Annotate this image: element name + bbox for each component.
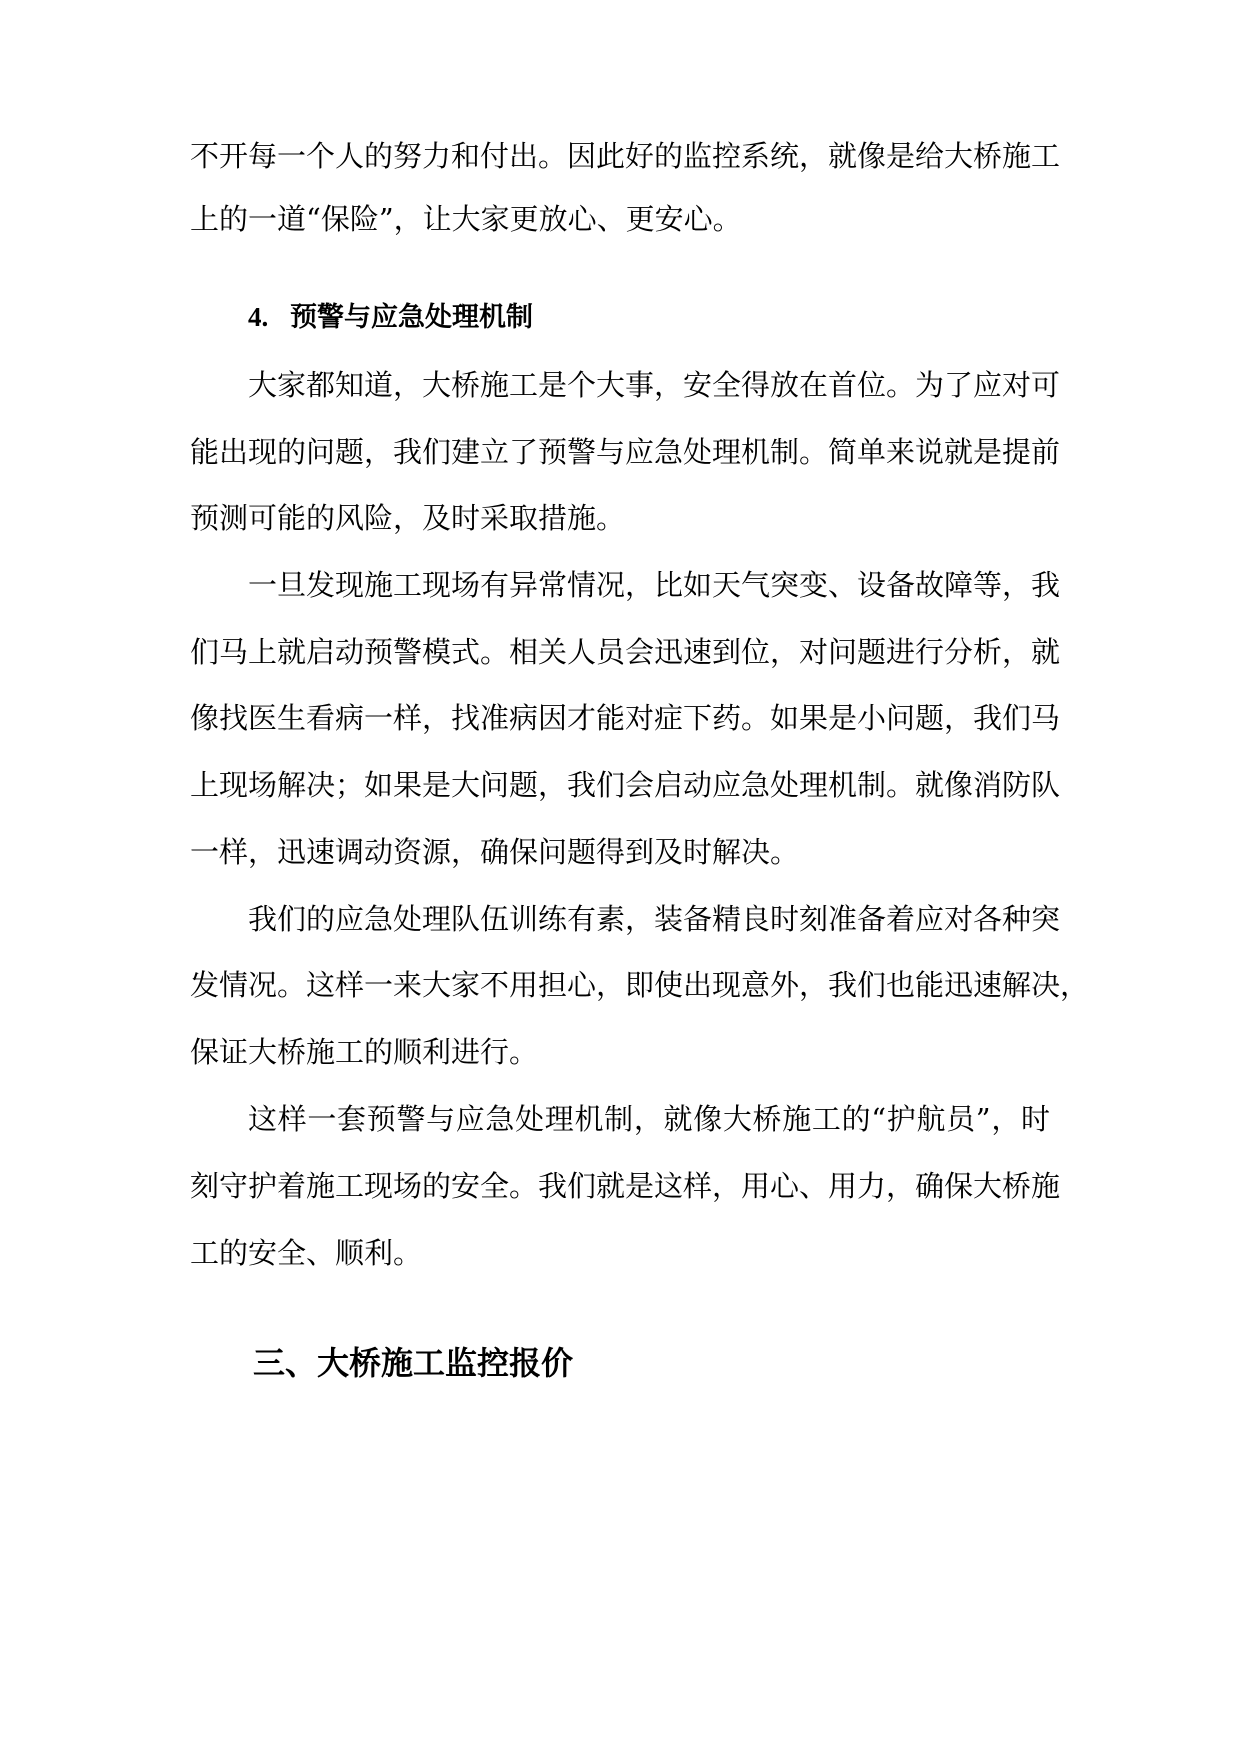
paragraph-2-line-3: 像找医生看病一样，找准病因才能对症下药。如果是小问题，我们马 xyxy=(190,701,1061,735)
section-heading xyxy=(248,300,533,335)
section-title: 预警与应急处理机制 xyxy=(290,302,533,333)
paragraph-1-line-1: 大家都知道，大桥施工是个大事，安全得放在首位。为了应对可 xyxy=(248,368,1061,402)
paragraph-3-line-1: 我们的应急处理队伍训练有素，装备精良时刻准备着应对各种突 xyxy=(248,902,1061,936)
intro-line-2: 上的一道“保险”，让大家更放心、更安心。 xyxy=(190,202,742,236)
paragraph-2-line-2: 们马上就启动预警模式。相关人员会迅速到位，对问题进行分析，就 xyxy=(190,635,1061,669)
paragraph-4-line-2: 刻守护着施工现场的安全。我们就是这样，用心、用力，确保大桥施 xyxy=(190,1169,1061,1203)
paragraph-2-line-1: 一旦发现施工现场有异常情况，比如天气突变、设备故障等，我 xyxy=(248,568,1061,602)
paragraph-1-line-2: 能出现的问题，我们建立了预警与应急处理机制。简单来说就是提前 xyxy=(190,435,1061,469)
section-number: 4. xyxy=(248,302,269,332)
paragraph-3-line-2: 发情况。这样一来大家不用担心，即使出现意外，我们也能迅速解决， xyxy=(190,968,1090,1002)
paragraph-4-line-3: 工的安全、顺利。 xyxy=(190,1236,423,1270)
intro-line-1: 不开每一个人的努力和付出。因此好的监控系统，就像是给大桥施工 xyxy=(190,139,1061,173)
paragraph-2-line-5: 一样，迅速调动资源，确保问题得到及时解决。 xyxy=(190,835,800,869)
paragraph-2-line-4: 上现场解决；如果是大问题，我们会启动应急处理机制。就像消防队 xyxy=(190,768,1061,802)
paragraph-3-line-3: 保证大桥施工的顺利进行。 xyxy=(190,1035,539,1069)
chapter-heading: 三、大桥施工监控报价 xyxy=(253,1344,574,1382)
paragraph-1-line-3: 预测可能的风险，及时采取措施。 xyxy=(190,501,626,535)
paragraph-4-line-1: 这样一套预警与应急处理机制，就像大桥施工的“护航员”，时 xyxy=(248,1102,1050,1136)
